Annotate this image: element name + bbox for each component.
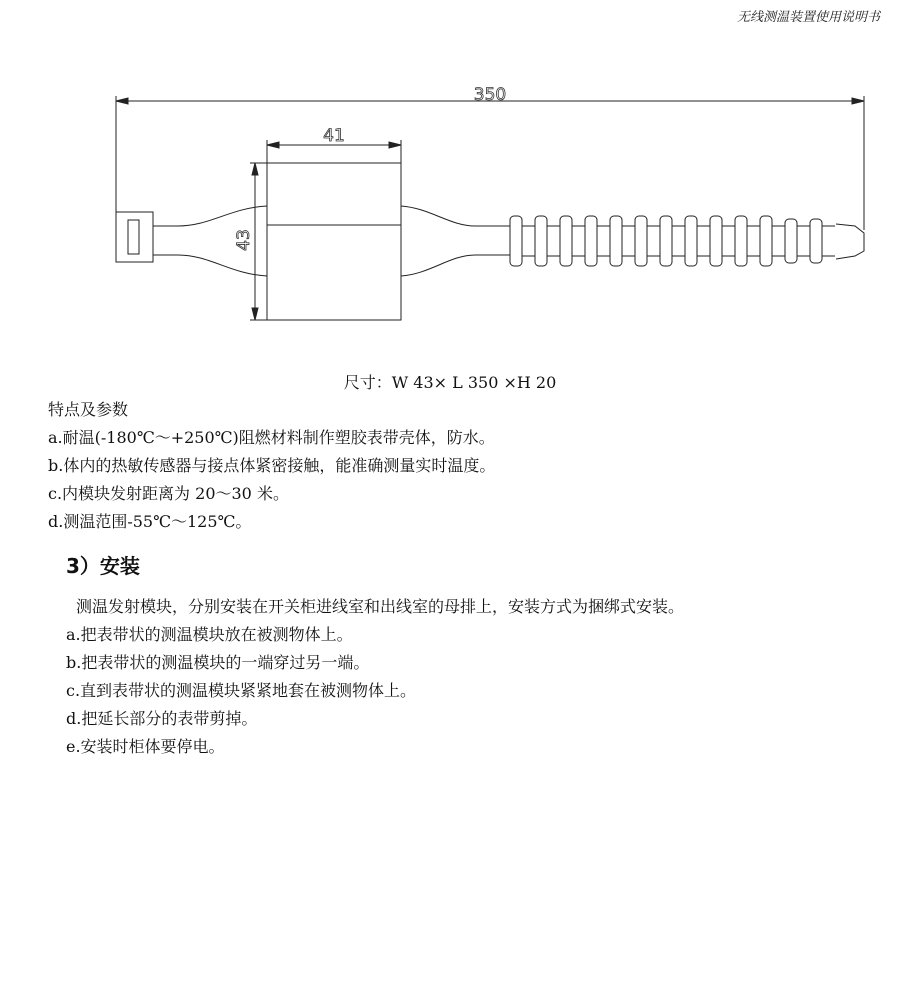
feature-item: b.体内的热敏传感器与接点体紧密接触，能准确测量实时温度。 <box>48 456 496 475</box>
strap-rib <box>685 216 697 266</box>
strap-rib <box>660 216 672 266</box>
install-step: b.把表带状的测温模块的一端穿过另一端。 <box>66 653 370 672</box>
install-step: d.把延长部分的表带剪掉。 <box>66 709 258 728</box>
install-heading: 3）安装 <box>66 554 140 578</box>
install-step: e.安装时柜体要停电。 <box>66 737 225 756</box>
strap-rib <box>735 216 747 266</box>
strap-rib <box>810 219 822 263</box>
dimension-width-label: 41 <box>323 126 345 146</box>
strap-rib <box>635 216 647 266</box>
size-specification: 尺寸：W 43× L 350 ×H 20 <box>343 373 557 392</box>
dimension-overall-label: 350 <box>473 85 507 105</box>
strap-rib <box>785 219 797 263</box>
feature-item: d.测温范围-55℃～125℃。 <box>48 512 252 531</box>
strap-rib <box>710 216 722 266</box>
strap-rib <box>610 216 622 266</box>
strap-rib <box>510 216 522 266</box>
buckle-slot <box>128 220 139 254</box>
strap-rib <box>585 216 597 266</box>
dimension-height-label: 43 <box>234 229 254 251</box>
strap-rib <box>560 216 572 266</box>
sensor-module-body <box>267 163 401 320</box>
features-section <box>48 396 495 536</box>
document-header-title: 无线测温装置使用说明书 <box>736 10 880 25</box>
sensor-dimension-drawing <box>0 0 900 340</box>
strap-rib <box>535 216 547 266</box>
install-intro: 测温发射模块，分别安装在开关柜进线室和出线室的母排上，安装方式为捆绑式安装。 <box>76 597 685 616</box>
install-step: c.直到表带状的测温模块紧紧地套在被测物体上。 <box>66 681 417 700</box>
install-section <box>66 593 684 761</box>
strap-rib <box>760 216 772 266</box>
features-heading: 特点及参数 <box>48 400 129 419</box>
install-step: a.把表带状的测温模块放在被测物体上。 <box>66 625 353 644</box>
feature-item: a.耐温(-180℃～+250℃)阻燃材料制作塑胶表带壳体，防水。 <box>48 428 495 447</box>
feature-item: c.内模块发射距离为 20～30 米。 <box>48 484 289 503</box>
